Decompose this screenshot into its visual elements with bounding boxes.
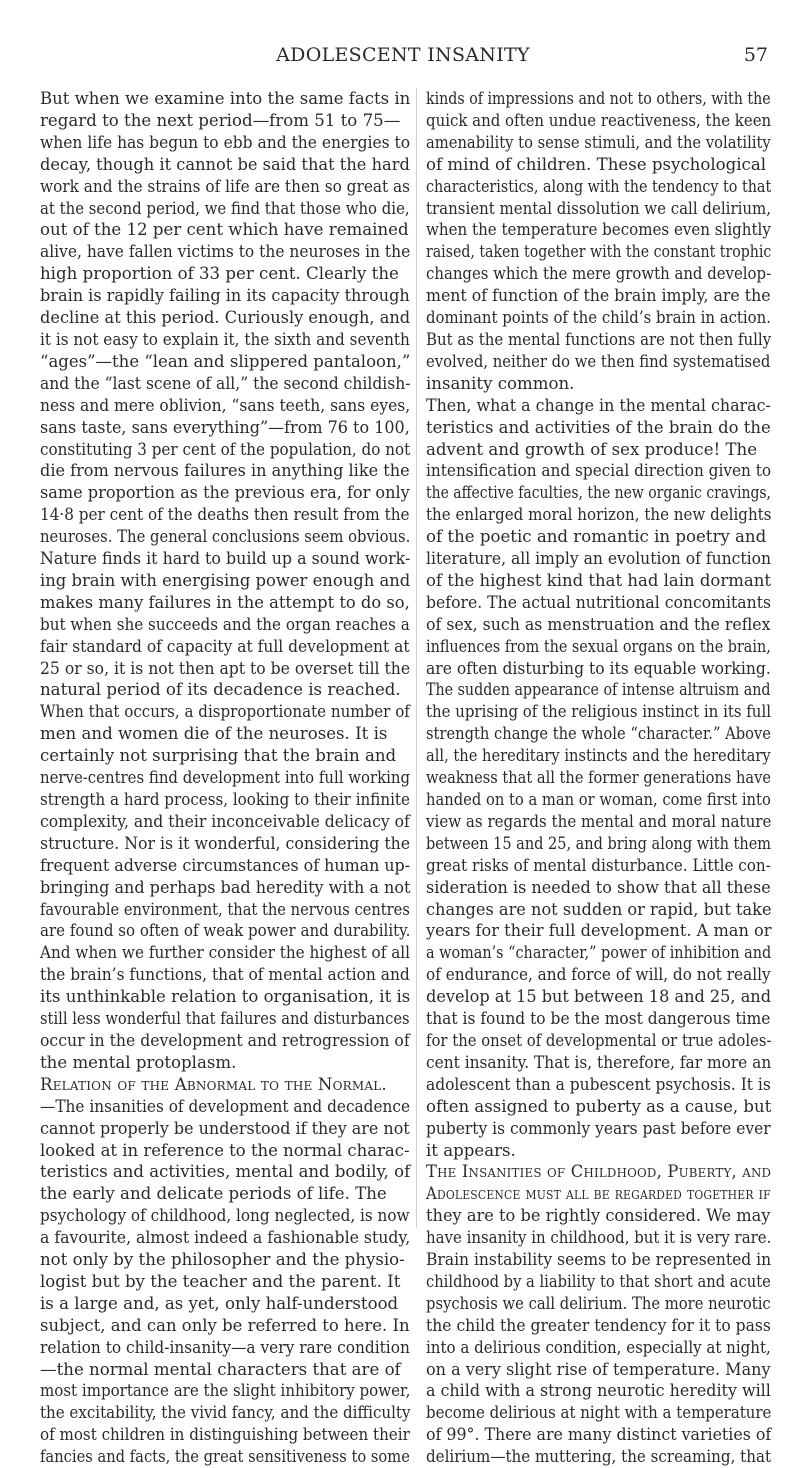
- right-column: [426, 88, 772, 1467]
- text-line: of 99°. There are many distinct varieties of: [426, 1425, 772, 1445]
- text-line: between 15 and 25, and bring along with them: [426, 833, 772, 853]
- text-line: weakness that all the former generations have: [426, 768, 771, 788]
- text-line: the affective faculties, the new organic cravings,: [426, 483, 771, 503]
- text-line: the child the greater tendency for it to pass: [426, 1315, 771, 1335]
- page-header: [38, 44, 768, 70]
- text-line: for the onset of developmental or true adoles-: [426, 1030, 772, 1050]
- text-line: of the highest kind that had lain dormant: [426, 570, 771, 590]
- text-line: literature, all imply an evolution of function: [426, 549, 772, 569]
- text-line: a child with a strong neurotic heredity will: [426, 1381, 771, 1401]
- text-line: neuroses. The general conclusions seem obvious.: [40, 527, 411, 547]
- text-line: when the temperature becomes even slightly: [426, 220, 771, 240]
- text-line: sideration is needed to show that all these: [426, 877, 771, 897]
- text-line: of endurance, and force of will, do not really: [426, 965, 771, 985]
- text-line: but when she succeeds and the organ reaches a: [40, 614, 410, 634]
- text-line: “ages”—the “lean and slippered pantaloon,”: [40, 351, 411, 371]
- text-line: still less wonderful that failures and disturbances: [40, 1009, 410, 1029]
- text-line: decay, though it cannot be said that the hard: [40, 154, 410, 174]
- text-line: a woman’s “character,” power of inhibition and: [426, 943, 772, 963]
- text-line: frequent adverse circumstances of human up-: [40, 855, 411, 875]
- text-line: constituting 3 per cent of the population, do not: [40, 439, 411, 459]
- running-head: ADOLESCENT INSANITY: [276, 44, 530, 66]
- text-line: amenability to sense stimuli, and the volatility: [426, 132, 771, 152]
- text-line: childhood by a liability to that short and acute: [426, 1271, 771, 1291]
- text-line: makes many failures in the attempt to do so,: [40, 592, 410, 612]
- text-line: ment of function of the brain imply, are the: [426, 286, 771, 306]
- text-line: changes are not sudden or rapid, but take: [426, 899, 772, 919]
- text-line: same proportion as the previous era, for only: [40, 483, 410, 503]
- text-line: before. The actual nutritional concomitants: [426, 592, 772, 612]
- text-line: complexity, and their inconceivable delicacy of: [40, 811, 410, 831]
- page-number: 57: [743, 44, 768, 66]
- text-line: strength a hard process, looking to their infinite: [40, 790, 410, 809]
- left-column: [40, 88, 411, 1467]
- text-line: teristics and activities, mental and bodily, of: [40, 1162, 411, 1182]
- text-line: and the “last scene of all,” the second childish-: [40, 373, 411, 393]
- text-line: fancies and facts, the great sensitiveness to some: [40, 1447, 410, 1467]
- text-line: delirium—the muttering, the screaming, that: [426, 1447, 772, 1467]
- text-line: But when we examine into the same facts in: [40, 89, 411, 108]
- text-line: they are to be rightly considered. We may: [426, 1206, 771, 1226]
- text-line: of the poetic and romantic in poetry and: [426, 527, 767, 547]
- text-line: the mental protoplasm.: [40, 1052, 237, 1072]
- text-line: cent insanity. That is, therefore, far more an: [426, 1052, 772, 1072]
- text-line: often assigned to puberty as a cause, but: [426, 1096, 772, 1116]
- text-line: Relation of the Abnormal to the Normal.: [40, 1074, 387, 1094]
- text-line: And when we further consider the highest of all: [40, 943, 411, 963]
- text-line: on a very slight rise of temperature. Many: [426, 1359, 771, 1379]
- text-line: quick and often undue reactiveness, the keen: [426, 110, 772, 130]
- text-line: handed on to a man or woman, come first into: [426, 790, 771, 809]
- text-line: The sudden appearance of intense altruism and: [426, 680, 771, 700]
- text-line: structure. Nor is it wonderful, considering the: [40, 833, 411, 853]
- text-line: are often disturbing to its equable working.: [426, 658, 771, 678]
- text-line: its unthinkable relation to organisation, it is: [40, 987, 411, 1007]
- text-line: kinds of impressions and not to others, with the: [426, 89, 771, 108]
- text-line: certainly not surprising that the brain and: [40, 746, 397, 766]
- text-line: insanity common.: [426, 373, 575, 393]
- text-line: fair standard of capacity at full development at: [40, 636, 410, 656]
- text-line: —The insanities of development and decadence: [40, 1096, 411, 1116]
- text-line: high proportion of 33 per cent. Clearly the: [40, 264, 399, 284]
- text-line: changes which the mere growth and develop-: [426, 264, 772, 284]
- text-line: Adolescence must all be regarded together if: [426, 1184, 771, 1204]
- text-line: develop at 15 but between 18 and 25, and: [426, 987, 772, 1007]
- text-line: all, the hereditary instincts and the hereditary: [426, 746, 771, 766]
- text-line: have insanity in childhood, but it is very rare.: [426, 1228, 772, 1248]
- text-line: nerve-centres find development into full working: [40, 768, 411, 788]
- text-line: looked at in reference to the normal charac-: [40, 1140, 410, 1160]
- text-line: The Insanities of Childhood, Puberty, and: [426, 1162, 772, 1182]
- text-line: brain is rapidly failing in its capacity through: [40, 286, 410, 306]
- text-line: teristics and activities of the brain do the: [426, 417, 771, 437]
- text-line: out of the 12 per cent which have remained: [40, 220, 409, 240]
- text-line: 14·8 per cent of the deaths then result from the: [40, 505, 410, 525]
- text-line: strength change the whole “character.” Above: [426, 724, 771, 744]
- text-line: years for their full development. A man or: [426, 921, 772, 941]
- text-line: —the normal mental characters that are of: [40, 1359, 401, 1379]
- text-line: intensification and special direction given to: [426, 461, 772, 481]
- text-line: dominant points of the child’s brain in action.: [426, 308, 771, 328]
- text-line: are found so often of weak power and durability.: [40, 921, 411, 941]
- text-line: a favourite, almost indeed a fashionable study,: [40, 1228, 411, 1248]
- text-line: ing brain with energising power enough and: [40, 570, 411, 590]
- text-line: die from nervous failures in anything like the: [40, 461, 410, 481]
- text-line: is a large and, as yet, only half-understood: [40, 1293, 399, 1313]
- text-line: evolved, neither do we then find systematised: [426, 351, 771, 371]
- text-line: the early and delicate periods of life. The: [40, 1184, 387, 1204]
- text-line: Nature finds it hard to build up a sound work-: [40, 549, 411, 569]
- text-line: raised, taken together with the constant trophic: [426, 242, 772, 262]
- text-line: alive, have fallen victims to the neuroses in the: [40, 242, 411, 262]
- text-line: relation to child-insanity—a very rare condition: [40, 1337, 410, 1357]
- text-line: subject, and can only be referred to here. In: [40, 1315, 410, 1335]
- text-line: the enlarged moral horizon, the new delights: [426, 505, 772, 525]
- text-line: men and women die of the neuroses. It is: [40, 724, 388, 744]
- text-line: transient mental dissolution we call delirium,: [426, 198, 772, 218]
- text-line: cannot properly be understood if they are not: [40, 1118, 410, 1138]
- text-line: But as the mental functions are not then fully: [426, 329, 772, 349]
- text-line: the excitability, the vivid fancy, and the difficulty: [40, 1403, 411, 1423]
- text-line: when life has begun to ebb and the energies to: [40, 132, 411, 152]
- text-line: characteristics, along with the tendency to that: [426, 176, 772, 196]
- text-line: Then, what a change in the mental charac-: [426, 395, 771, 415]
- text-line: favourable environment, that the nervous centres: [40, 899, 410, 919]
- text-line: most importance are the slight inhibitory power,: [40, 1381, 411, 1401]
- text-line: of mind of children. These psychological: [426, 154, 767, 174]
- text-line: it is not easy to explain it, the sixth and seventh: [40, 329, 410, 349]
- text-line: of most children in distinguishing between their: [40, 1425, 410, 1445]
- text-line: sans taste, sans everything”—from 76 to 100,: [40, 417, 410, 437]
- text-line: decline at this period. Curiously enough, and: [40, 308, 411, 328]
- text-line: psychosis we call delirium. The more neurotic: [426, 1293, 771, 1313]
- text-line: work and the strains of life are then so great as: [40, 176, 411, 196]
- text-line: Brain instability seems to be represented in: [426, 1250, 772, 1270]
- text-line: natural period of its decadence is reached.: [40, 680, 401, 700]
- text-line: When that occurs, a disproportionate number of: [40, 702, 410, 722]
- text-line: it appears.: [426, 1140, 516, 1160]
- text-line: logist but by the teacher and the parent. It: [40, 1271, 401, 1291]
- text-line: occur in the development and retrogression of: [40, 1030, 410, 1050]
- column-divider: [416, 88, 417, 1228]
- text-line: of sex, such as menstruation and the reflex: [426, 614, 771, 634]
- text-line: ness and mere oblivion, “sans teeth, sans eyes,: [40, 395, 411, 415]
- text-line: regard to the next period—from 51 to 75—: [40, 110, 401, 130]
- text-line: psychology of childhood, long neglected, is now: [40, 1206, 410, 1226]
- text-line: puberty is commonly years past before ever: [426, 1118, 771, 1138]
- text-line: adolescent than a pubescent psychosis. It is: [426, 1074, 771, 1094]
- text-line: 25 or so, it is not then apt to be overset till the: [40, 658, 411, 678]
- text-line: become delirious at night with a temperature: [426, 1403, 772, 1423]
- text-line: the brain’s functions, that of mental action and: [40, 965, 410, 985]
- text-line: at the second period, we find that those who die,: [40, 198, 410, 218]
- text-line: great risks of mental disturbance. Little con-: [426, 855, 771, 875]
- text-line: into a delirious condition, especially at night,: [426, 1337, 771, 1357]
- text-line: that is found to be the most dangerous time: [426, 1009, 771, 1029]
- text-line: bringing and perhaps bad heredity with a not: [40, 877, 411, 897]
- text-line: the uprising of the religious instinct in its full: [426, 702, 772, 722]
- text-line: influences from the sexual organs on the brain,: [426, 636, 771, 656]
- text-line: view as regards the mental and moral nature: [426, 811, 772, 831]
- text-line: not only by the philosopher and the physio-: [40, 1250, 405, 1270]
- text-line: advent and growth of sex produce! The: [426, 439, 758, 459]
